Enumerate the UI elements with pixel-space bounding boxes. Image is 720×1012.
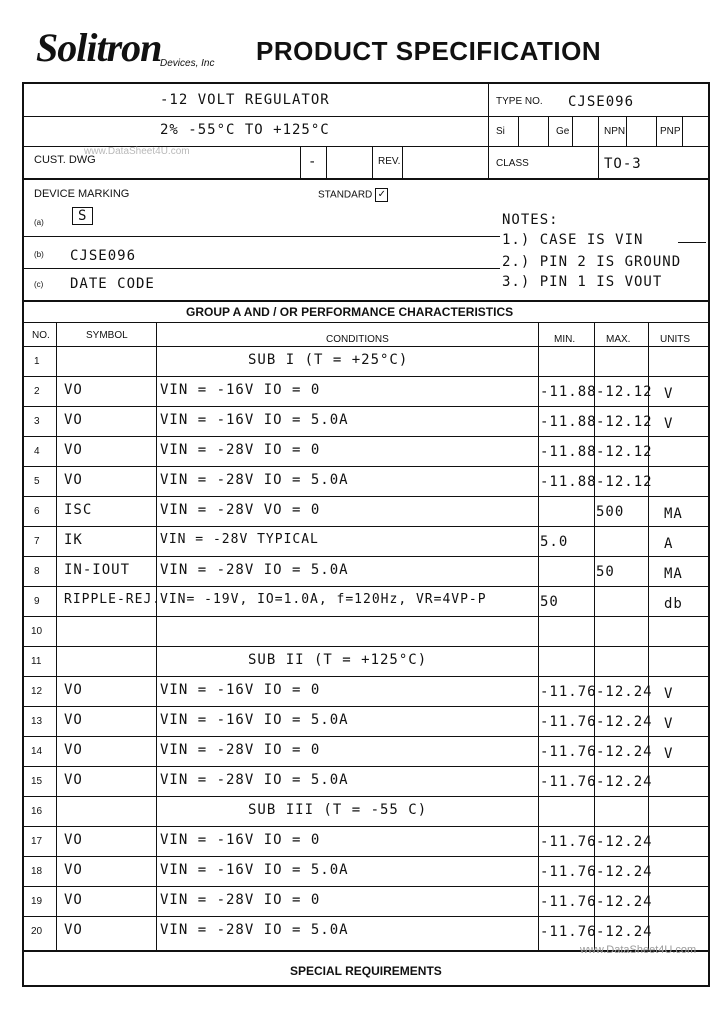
row-line xyxy=(24,616,708,617)
group-title: GROUP A AND / OR PERFORMANCE CHARACTERISTICS xyxy=(186,305,514,319)
row-conditions: VIN = -28V IO = 0 xyxy=(160,442,321,458)
row-number: 18 xyxy=(31,866,43,877)
row-number: 7 xyxy=(34,536,40,547)
row-conditions: VIN = -16V IO = 5.0A xyxy=(160,412,349,428)
frame-bottom xyxy=(22,985,710,987)
npn-box-div xyxy=(626,117,627,146)
pnp-box-left xyxy=(656,117,657,146)
row-symbol: VO xyxy=(64,442,83,458)
row-symbol: VO xyxy=(64,862,83,878)
row-max: -12.24 xyxy=(596,684,653,700)
row-min: -11.88 xyxy=(540,384,597,400)
row-number: 17 xyxy=(31,836,43,847)
marking-tag-c: (c) xyxy=(34,280,44,289)
row-line xyxy=(24,826,708,827)
row-max: -12.24 xyxy=(596,744,653,760)
row-max: -12.12 xyxy=(596,474,653,490)
row-min: -11.76 xyxy=(540,744,597,760)
row-line xyxy=(24,436,708,437)
marking-value-c: DATE CODE xyxy=(70,276,155,292)
npn-label: NPN xyxy=(604,126,626,137)
row-max: -12.24 xyxy=(596,864,653,880)
row-symbol: IK xyxy=(64,532,83,548)
row-symbol: IN-IOUT xyxy=(64,562,131,578)
row-units: A xyxy=(664,536,674,552)
row-symbol: VO xyxy=(64,742,83,758)
row-max: -12.12 xyxy=(596,384,653,400)
frame-top xyxy=(22,82,710,84)
row-conditions: VIN = -28V IO = 0 xyxy=(160,742,321,758)
watermark-bottom: www.DataSheet4U.com xyxy=(580,944,697,956)
row-conditions: VIN = -28V IO = 5.0A xyxy=(160,472,349,488)
device-description: -12 VOLT REGULATOR xyxy=(160,92,330,108)
ge-label: Ge xyxy=(556,126,570,137)
row-conditions: VIN = -16V IO = 0 xyxy=(160,832,321,848)
device-marking-label: DEVICE MARKING xyxy=(34,188,130,200)
note-1: 1.) CASE IS VIN xyxy=(502,232,644,248)
row-number: 15 xyxy=(31,776,43,787)
row-number: 5 xyxy=(34,476,40,487)
header-no: NO. xyxy=(32,330,50,341)
row-min: -11.76 xyxy=(540,714,597,730)
note-3: 3.) PIN 1 IS VOUT xyxy=(502,274,663,290)
ge-box-left xyxy=(548,117,549,146)
header-units: UNITS xyxy=(660,334,690,345)
row-max: -12.12 xyxy=(596,444,653,460)
type-no-value: CJSE096 xyxy=(568,94,635,110)
row-line xyxy=(24,646,708,647)
cust-dwg-label: CUST. DWG xyxy=(34,154,96,166)
row-line xyxy=(24,346,708,347)
marking-tag-a: (a) xyxy=(34,218,44,227)
group-title-underline xyxy=(24,322,708,323)
row-max: -12.24 xyxy=(596,774,653,790)
row-number: 8 xyxy=(34,566,40,577)
row-line xyxy=(24,886,708,887)
rev-label: REV. xyxy=(378,156,401,167)
row-conditions: SUB III (T = -55 C) xyxy=(248,802,428,818)
row-min: -11.76 xyxy=(540,684,597,700)
row-units: V xyxy=(664,686,674,702)
cust-dwg-div2 xyxy=(326,147,327,178)
row-symbol: VO xyxy=(64,412,83,428)
pnp-label: PNP xyxy=(660,126,681,137)
si-box-div xyxy=(518,117,519,146)
row-min: -11.88 xyxy=(540,474,597,490)
row-line xyxy=(24,736,708,737)
row-conditions: VIN = -28V TYPICAL xyxy=(160,532,319,547)
standard-checkbox[interactable]: ✓ xyxy=(375,188,388,202)
row-conditions: VIN = -28V VO = 0 xyxy=(160,502,321,518)
row-conditions: SUB I (T = +25°C) xyxy=(248,352,409,368)
page-title: PRODUCT SPECIFICATION xyxy=(256,36,602,66)
row-number: 16 xyxy=(31,806,43,817)
row-number: 12 xyxy=(31,686,43,697)
row-max: -12.24 xyxy=(596,924,653,940)
row-min: 5.0 xyxy=(540,534,569,550)
row-units: db xyxy=(664,596,683,612)
row-symbol: VO xyxy=(64,922,83,938)
class-value: TO-3 xyxy=(604,156,642,172)
row-min: -11.76 xyxy=(540,894,597,910)
row-number: 3 xyxy=(34,416,40,427)
type-no-label: TYPE NO. xyxy=(496,96,543,107)
row-units: MA xyxy=(664,506,683,522)
row-symbol: VO xyxy=(64,832,83,848)
row-min: -11.88 xyxy=(540,414,597,430)
row-symbol: VO xyxy=(64,712,83,728)
rev-box-div xyxy=(402,147,403,178)
table-top-line xyxy=(24,300,708,302)
row-units: V xyxy=(664,716,674,732)
marking-value-a: S xyxy=(72,207,93,225)
row-max: -12.24 xyxy=(596,834,653,850)
row-number: 19 xyxy=(31,896,43,907)
row-min: -11.76 xyxy=(540,924,597,940)
row-symbol: VO xyxy=(64,892,83,908)
row-conditions: VIN = -28V IO = 5.0A xyxy=(160,562,349,578)
row-number: 14 xyxy=(31,746,43,757)
row-number: 9 xyxy=(34,596,40,607)
row-conditions: VIN= -19V, IO=1.0A, f=120Hz, VR=4VP-P xyxy=(160,592,487,607)
row-max: 50 xyxy=(596,564,615,580)
row-symbol: ISC xyxy=(64,502,93,518)
rev-box-left xyxy=(372,147,373,178)
pnp-box-div xyxy=(682,117,683,146)
row-conditions: VIN = -16V IO = 0 xyxy=(160,682,321,698)
row-conditions: VIN = -16V IO = 5.0A xyxy=(160,862,349,878)
row-conditions: VIN = -28V IO = 0 xyxy=(160,892,321,908)
marking-line-b xyxy=(24,268,500,269)
row-units: V xyxy=(664,416,674,432)
info-row1-bottom xyxy=(24,116,708,117)
info-row3-bottom xyxy=(24,178,708,180)
frame-left xyxy=(22,82,24,987)
row-number: 6 xyxy=(34,506,40,517)
row-line xyxy=(24,496,708,497)
special-requirements: SPECIAL REQUIREMENTS xyxy=(290,964,442,978)
si-label: Si xyxy=(496,126,505,137)
logo-subtitle: Devices, Inc xyxy=(160,58,215,69)
row-max: -12.24 xyxy=(596,894,653,910)
standard-label xyxy=(318,188,388,202)
note-1-underline xyxy=(678,242,706,243)
row-units: V xyxy=(664,746,674,762)
row-line xyxy=(24,916,708,917)
marking-line-a xyxy=(24,236,500,237)
row-line xyxy=(24,526,708,527)
row-min: -11.76 xyxy=(540,864,597,880)
note-2: 2.) PIN 2 IS GROUND xyxy=(502,254,682,270)
row-conditions: VIN = -16V IO = 5.0A xyxy=(160,712,349,728)
row-line xyxy=(24,796,708,797)
row-max: -12.12 xyxy=(596,414,653,430)
row-units: V xyxy=(664,386,674,402)
row-number: 1 xyxy=(34,356,40,367)
row-conditions: VIN = -28V IO = 5.0A xyxy=(160,922,349,938)
row-line xyxy=(24,466,708,467)
row-number: 13 xyxy=(31,716,43,727)
row-line xyxy=(24,676,708,677)
row-line xyxy=(24,556,708,557)
row-min: -11.76 xyxy=(540,834,597,850)
row-symbol: VO xyxy=(64,382,83,398)
row-number: 20 xyxy=(31,926,43,937)
row-units: MA xyxy=(664,566,683,582)
row-conditions: VIN = -16V IO = 0 xyxy=(160,382,321,398)
cust-dwg-div1 xyxy=(300,147,301,178)
npn-box-left xyxy=(598,117,599,146)
info-divider-vert xyxy=(488,84,489,178)
row-min: -11.76 xyxy=(540,774,597,790)
marking-value-b: CJSE096 xyxy=(70,248,137,264)
ge-box-div xyxy=(572,117,573,146)
row-line xyxy=(24,766,708,767)
watermark-top: www.DataSheet4U.com xyxy=(84,146,190,157)
row-line xyxy=(24,586,708,587)
class-label: CLASS xyxy=(496,158,529,169)
row-line xyxy=(24,856,708,857)
row-number: 11 xyxy=(31,656,42,667)
frame-right xyxy=(708,82,710,987)
header-max: MAX. xyxy=(606,334,631,345)
row-symbol: VO xyxy=(64,472,83,488)
row-max: -12.24 xyxy=(596,714,653,730)
row-conditions: VIN = -28V IO = 5.0A xyxy=(160,772,349,788)
row-symbol: RIPPLE-REJ. xyxy=(64,592,162,607)
row-max: 500 xyxy=(596,504,625,520)
row-symbol: VO xyxy=(64,682,83,698)
standard-label-text: STANDARD xyxy=(318,189,373,201)
row-number: 2 xyxy=(34,386,40,397)
row-symbol: VO xyxy=(64,772,83,788)
header-conditions: CONDITIONS xyxy=(326,334,389,345)
marking-tag-b: (b) xyxy=(34,250,44,259)
class-div xyxy=(598,147,599,178)
cust-dwg-value: - xyxy=(308,154,318,170)
row-number: 4 xyxy=(34,446,40,457)
header-symbol: SYMBOL xyxy=(86,330,128,341)
solitron-logo: Solitron xyxy=(36,25,162,70)
row-min: -11.88 xyxy=(540,444,597,460)
row-number: 10 xyxy=(31,626,43,637)
header-min: MIN. xyxy=(554,334,576,345)
row-conditions: SUB II (T = +125°C) xyxy=(248,652,428,668)
temperature-range: 2% -55°C TO +125°C xyxy=(160,122,330,138)
row-line xyxy=(24,376,708,377)
notes-title: NOTES: xyxy=(502,212,559,228)
row-line xyxy=(24,406,708,407)
row-min: 50 xyxy=(540,594,559,610)
row-line xyxy=(24,706,708,707)
